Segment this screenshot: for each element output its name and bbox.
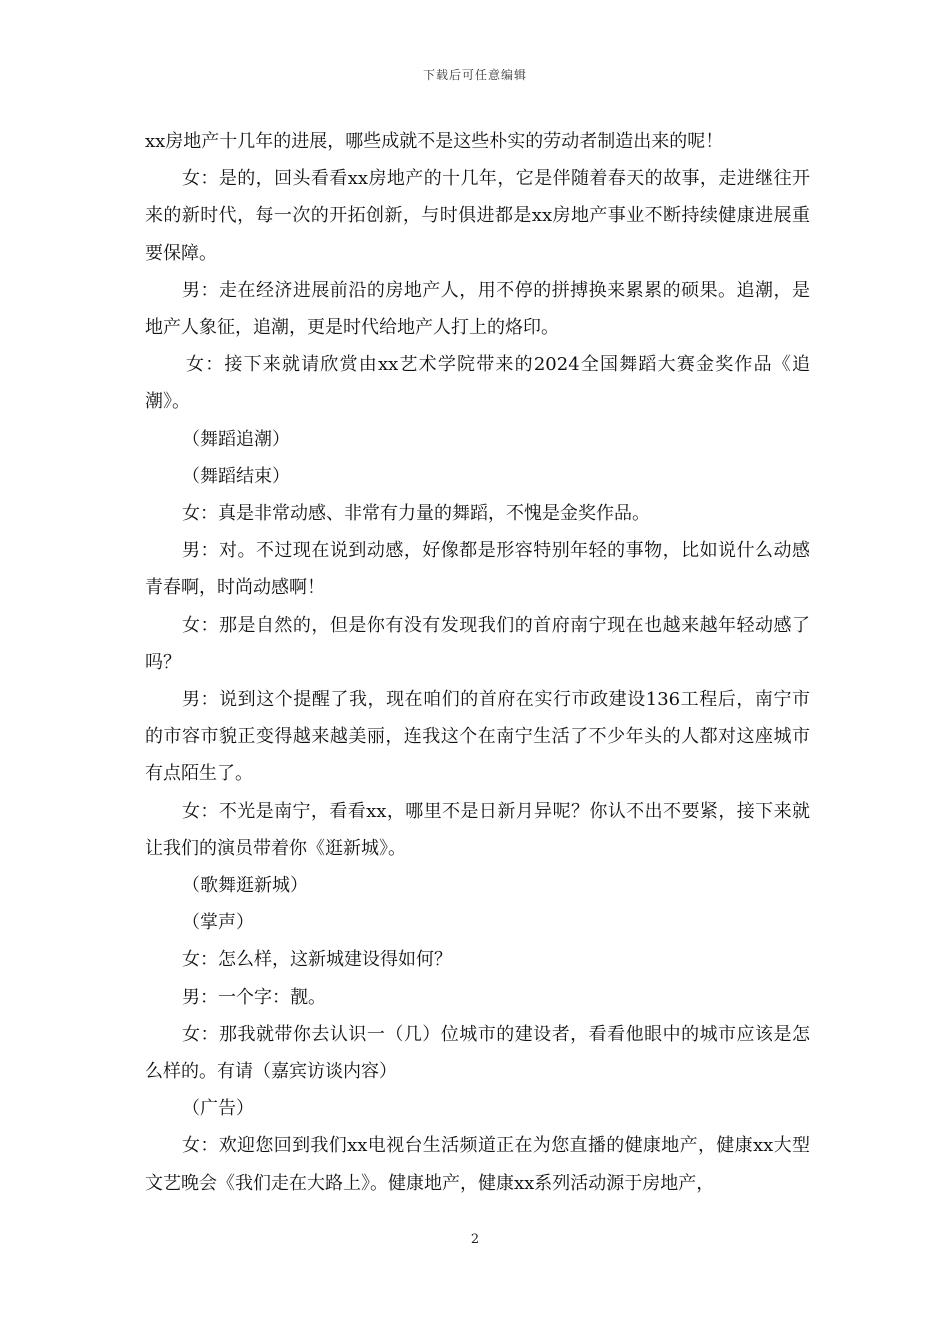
page-header: 下载后可任意编辑 [422, 68, 527, 82]
paragraph: 男：走在经济进展前沿的房地产人，用不停的拼搏换来累累的硕果。追潮，是地产人象征，追潮，更是时代给地产人打上的烙印。 [145, 279, 810, 339]
document-body [145, 123, 810, 1202]
paragraph: 女：那我就带你去认识一（几）位城市的建设者，看看他眼中的城市应该是怎么样的。有请（嘉宾访谈内容） [145, 1023, 810, 1083]
paragraph: 女：真是非常动感、非常有力量的舞蹈，不愧是金奖作品。 [182, 503, 650, 525]
paragraph: 男：说到这个提醒了我，现在咱们的首府在实行市政建设136工程后，南宁市的市容市貌正变得越来越美丽，连我这个在南宁生活了不少年头的人都对这座城市有点陌生了。 [145, 689, 810, 785]
stage-direction: （舞蹈结束） [182, 465, 290, 487]
paragraph: 女：那是自然的，但是你有没有发现我们的首府南宁现在也越来越年轻动感了吗？ [145, 614, 810, 673]
stage-direction: （掌声） [182, 912, 254, 934]
paragraph: 女：欢迎您回到我们xx电视台生活频道正在为您直播的健康地产，健康xx大型文艺晚会《我们走在大路上》。健康地产，健康xx系列活动源于房地产， [145, 1135, 810, 1194]
paragraph: 女：接下来就请欣赏由xx艺术学院带来的2024全国舞蹈大赛金奖作品《追潮》。 [145, 354, 810, 413]
paragraph: 女：不光是南宁，看看xx，哪里不是日新月异呢？你认不出不要紧，接下来就让我们的演员带着你《逛新城》。 [145, 800, 810, 859]
paragraph: 女：是的，回头看看xx房地产的十几年，它是伴随着春天的故事，走进继往开来的新时代，每一次的开拓创新，与时俱进都是xx房地产事业不断持续健康进展重要保障。 [145, 168, 810, 264]
stage-direction: （舞蹈追潮） [182, 428, 290, 450]
stage-direction: （广告） [182, 1098, 254, 1120]
paragraph: xx房地产十几年的进展，哪些成就不是这些朴实的劳动者制造出来的呢！ [145, 131, 724, 152]
paragraph: 男：一个字：靓。 [182, 986, 326, 1008]
stage-direction: （歌舞逛新城） [182, 875, 308, 897]
page-number: 2 [470, 1232, 480, 1247]
paragraph: 女：怎么样，这新城建设得如何？ [182, 949, 452, 971]
paragraph: 男：对。不过现在说到动感，好像都是形容特别年轻的事物，比如说什么动感青春啊，时尚动感啊！ [145, 540, 810, 599]
